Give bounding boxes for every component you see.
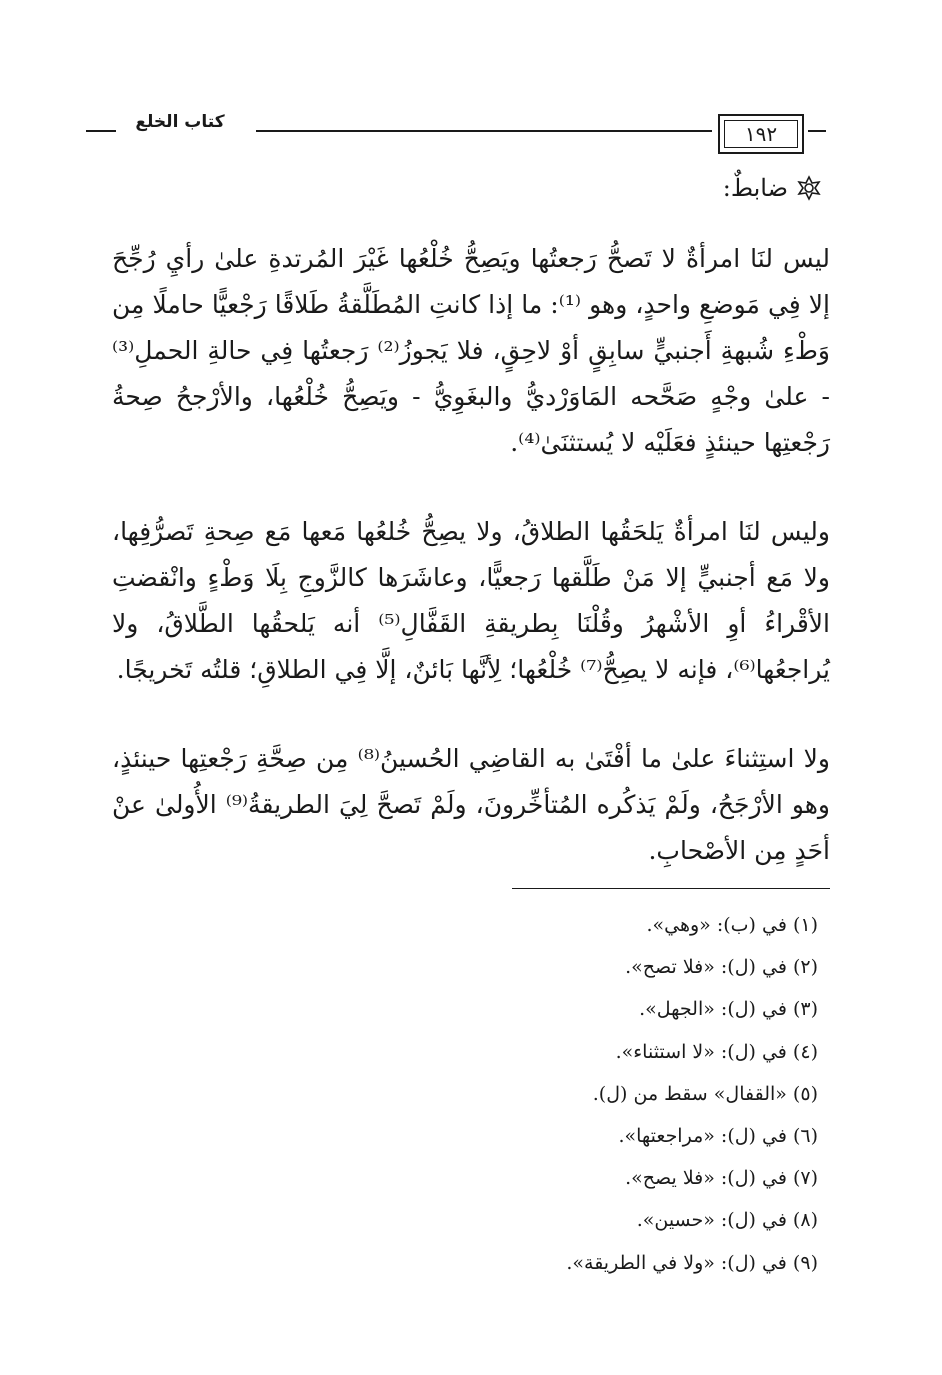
footnote-4: (٤) في (ل): «لا استثناء». [615,1040,818,1063]
footnote-1: (١) في (ب): «وهي». [646,914,818,936]
running-header-title: كتاب الخلع [135,112,225,132]
footnote-3: (٣) في (ل): «الجهل». [639,998,818,1021]
flower-icon [796,175,822,201]
page-number: ١٩٢ [724,120,798,148]
footnote-2: (٢) في (ل): «فلا تصح». [625,956,818,979]
paragraph-1-text: ليس لنَا امرأةٌ لا تَصحُّ رَجعتُها ويَصِحُّ خُلْعُها غَيْرَ المُرتدةِ علىٰ رأيِ رُجِّحَ إلا فِي مَوضعِ واحدٍ، وهو ⁽¹⁾: ما إذا كانتِ المُطَلَّقةُ طَلاقًا رَجْعيًّا حاملًا مِن وَطْءِ شُبهةِ أَجنبيٍّ سابِقٍ أوْ لاحِقٍ، فلا يَجوزُ⁽²⁾ رَجعتُها فِي حالةِ الحملِ⁽³⁾ - علىٰ وجْهٍ صَحَّحه المَاوَرْديُّ والبغَوِيُّ - ويَصِحُّ خُلْعُها، والأرْجحُ صِحةُ رَجْعتِها حينئذٍ فعَلَيْه لا يُستثنَىٰ⁽⁴⁾. [112,244,831,457]
page-number-box [718,114,804,154]
footnote-5: (٥) «القفال» سقط من (ل). [592,1082,818,1105]
header-rule-middle [256,130,712,132]
paragraph-2-text: وليس لنَا امرأةٌ يَلحَقُها الطلاقُ، ولا يصِحُّ خُلعُها مَعها مَع صِحةِ تَصرُّفِها، ولا مَع أجنبيٍّ إلا مَنْ طَلَّقها رَجعيًّا، وعاشَرَها كالزَّوجِ بِلَا وَطْءٍ وانْقضتِ الأقْراءُ أوِ الأشْهرُ وقُلْنَا بِطريقةِ القَفَّالِ⁽⁵⁾ أنه يَلحقُها الطَّلاقُ، ولا يُراجعُها⁽⁶⁾، فإنه لا يصِحُّ⁽⁷⁾ خُلْعُها؛ لِأنَّها بَائنٌ، إلَّا فِي الطلاقِ؛ قلتُه تَخريجًا. [112,517,830,684]
header-rule-right [808,130,826,132]
footnotes [398,904,818,1284]
paragraph-3 [112,736,830,874]
paragraph-2 [112,509,830,693]
footnote-8: (٨) في (ل): «حسين». [636,1209,818,1232]
paragraph-3-text: ولا استِثناءَ علىٰ ما أفْتَىٰ به القاضِي الحُسينُ⁽⁸⁾ مِن صِحَّةِ رَجْعتِها حينئذٍ، وهو الأرْجَحُ، ولَمْ يَذكُره المُتأخِّرونَ، ولَمْ تَصحَّ لِيَ الطريقةُ⁽⁹⁾ الأُولىٰ عنْ أحَدٍ مِن الأصْحابِ. [112,744,830,865]
section-heading-text: ضابطٌ: [722,174,788,202]
footnote-7: (٧) في (ل): «فلا يصح». [625,1167,818,1190]
footnote-6: (٦) في (ل): «مراجعتها». [618,1125,818,1148]
paragraph-1 [112,236,830,466]
footnote-9: (٩) في (ل): «ولا في الطريقة». [566,1251,818,1274]
section-heading [723,174,822,202]
header-rule-left [86,130,116,132]
footnote-separator [512,888,830,889]
